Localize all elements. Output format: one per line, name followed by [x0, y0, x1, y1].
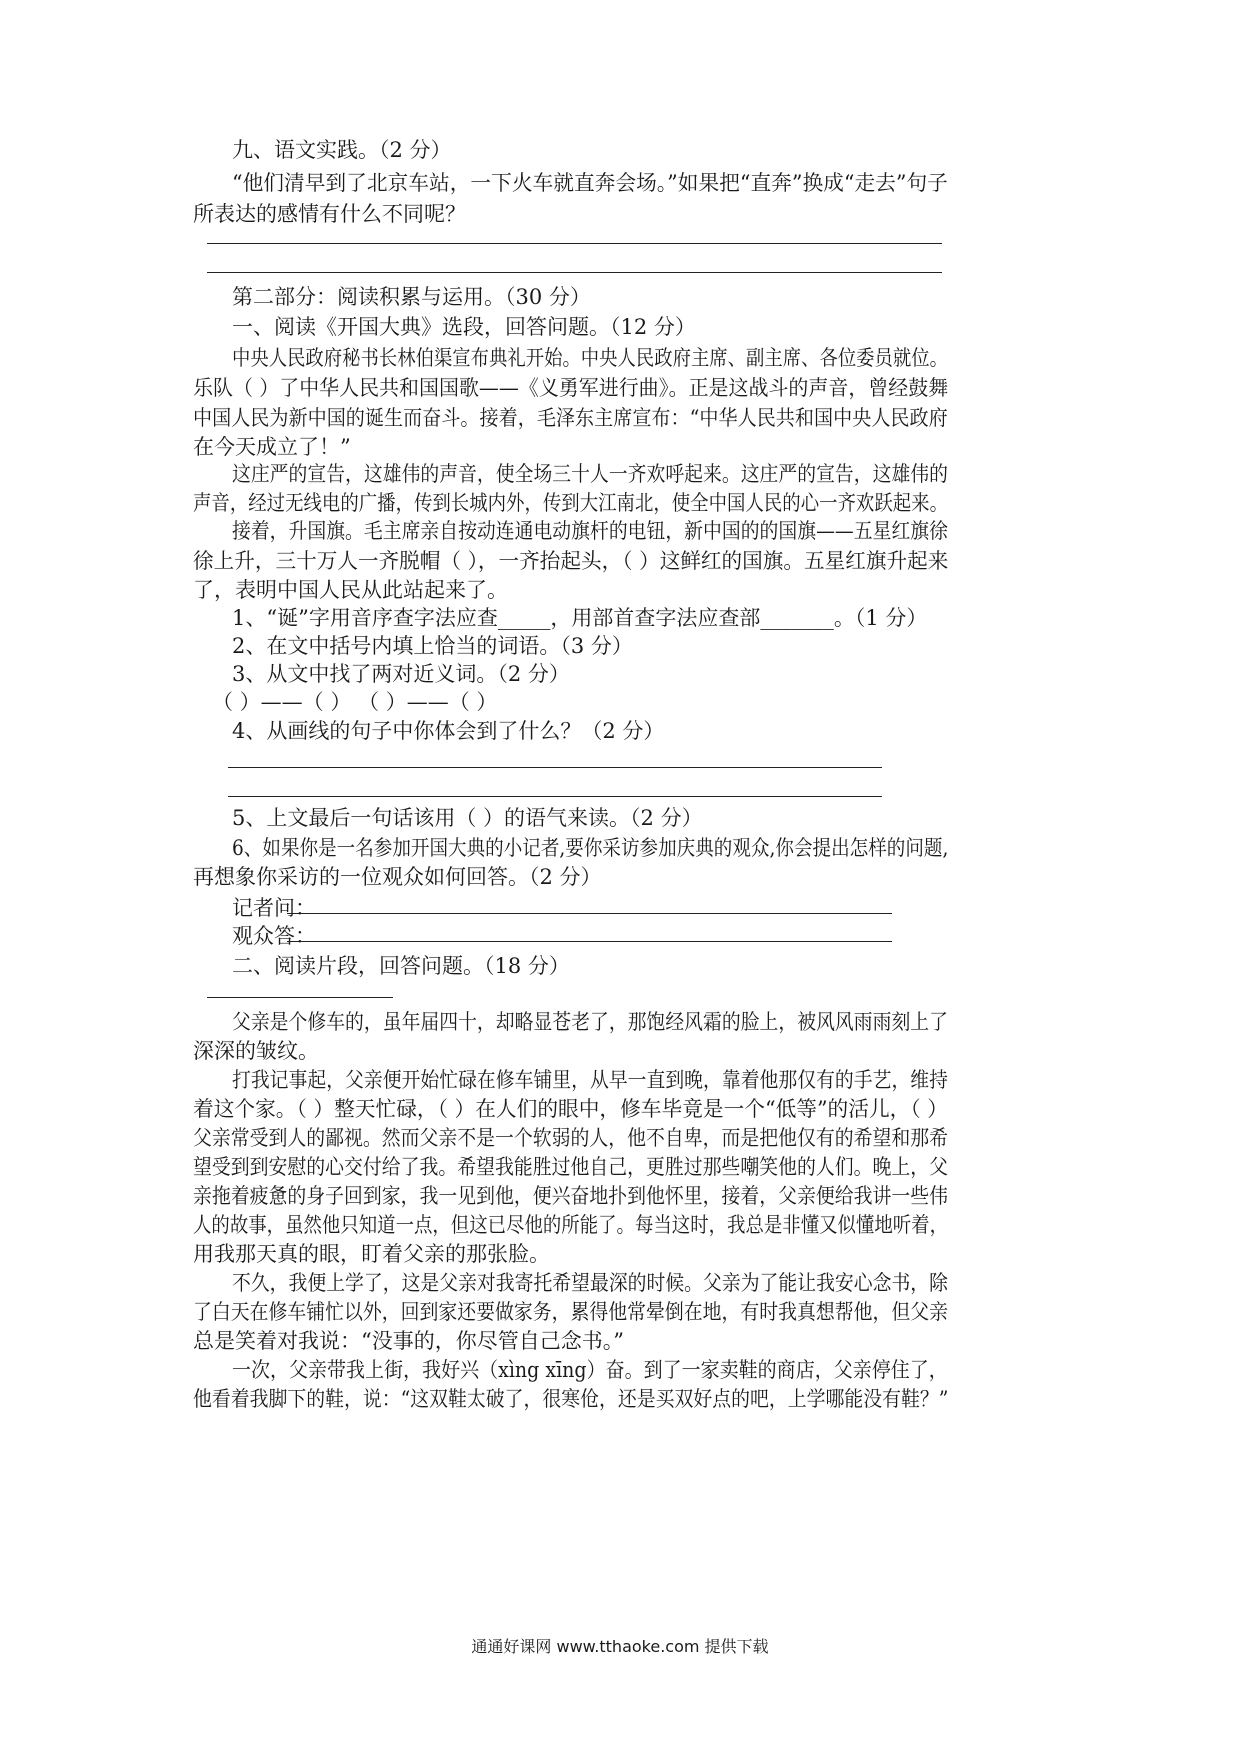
reading-2-text: 了白天在修车铺忙以外，回到家还要做家务，累得他常晕倒在地，有时我真想帮他，但父亲	[193, 1300, 948, 1324]
audience-answer-line[interactable]	[287, 941, 892, 942]
section-9-question: “他们清早到了北京车站，一下火车就直奔会场。”如果把“直奔”换成“走去”句子	[232, 171, 948, 195]
reading-2-text: 不久，我便上学了，这是父亲对我寄托希望最深的时候。父亲为了能让我安心念书，除	[232, 1271, 948, 1295]
reading-1-text: 了，表明中国人民从此站起来了。	[193, 578, 508, 602]
reading-2-text: 父亲是个修车的，虽年届四十，却略显苍老了，那饱经风霜的脸上，被风风雨雨刻上了	[232, 1010, 948, 1034]
reading-1-text: 中央人民政府秘书长林伯渠宣布典礼开始。中央人民政府主席、副主席、各位委员就位。	[232, 346, 948, 370]
answer-line[interactable]	[207, 243, 942, 244]
question-6: 6、如果你是一名参加开国大典的小记者,要你采访参加庆典的观众,你会提出怎样的问题,	[232, 836, 949, 860]
reading-2-text: 着这个家。（ ）整天忙碌，（ ）在人们的眼中，修车毕竟是一个“低等”的活儿，（ ）	[193, 1097, 948, 1121]
reading-2-text: 深深的皱纹。	[193, 1039, 319, 1063]
reading-1-text: 这庄严的宣告，这雄伟的声音，使全场三十人一齐欢呼起来。这庄严的宣告，这雄伟的	[232, 462, 948, 486]
reading-1-text: 接着，升国旗。毛主席亲自按动连通电动旗杆的电钮，新中国的的国旗——五星红旗徐	[232, 519, 948, 543]
question-1: 1、“诞”字用音序查字法应查_____，用部首查字法应查部_______。（1 分）	[232, 606, 928, 630]
reading-1-title: 一、阅读《开国大典》选段，回答问题。（12 分）	[232, 315, 696, 339]
part-2-title: 第二部分：阅读积累与运用。（30 分）	[232, 285, 591, 309]
reading-1-text: 中国人民为新中国的诞生而奋斗。接着，毛泽东主席宣布：“中华人民共和国中央人民政府	[193, 406, 948, 430]
title-blank-line[interactable]	[207, 997, 393, 998]
reading-2-text: 望受到到安慰的心交付给了我。希望我能胜过他自己，更胜过那些嘲笑他的人们。晚上，父	[193, 1155, 948, 1179]
reading-2-text: 一次，父亲带我上街，我好兴（xìng xīng）奋。到了一家卖鞋的商店，父亲停住了，	[232, 1358, 948, 1382]
answer-line[interactable]	[207, 272, 942, 273]
reading-2-title: 二、阅读片段，回答问题。（18 分）	[232, 954, 570, 978]
reporter-answer-line[interactable]	[287, 913, 892, 914]
reading-2-text: 父亲常受到人的鄙视。然而父亲不是一个软弱的人，他不自卑，而是把他仅有的希望和那希	[193, 1126, 948, 1150]
reading-1-text: 乐队（ ）了中华人民共和国国歌——《义勇军进行曲》。正是这战斗的声音，曾经鼓舞	[193, 376, 949, 400]
reading-1-text: 声音，经过无线电的广播，传到长城内外，传到大江南北，使全中国人民的心一齐欢跃起来。	[193, 491, 949, 515]
reading-1-text: 徐上升，三十万人一齐脱帽（ ），一齐抬起头，（ ）这鲜红的国旗。五星红旗升起来	[193, 549, 949, 573]
section-9-title: 九、语文实践。（2 分）	[232, 138, 452, 162]
audience-label: 观众答：	[232, 924, 316, 948]
question-3: 3、从文中找了两对近义词。（2 分）	[232, 662, 570, 686]
answer-line[interactable]	[228, 796, 882, 797]
question-6-cont: 再想象你采访的一位观众如何回答。（2 分）	[193, 865, 602, 889]
page-footer: 通通好课网 www.tthaoke.com 提供下载	[471, 1637, 769, 1656]
reading-2-text: 人的故事，虽然他只知道一点，但这已尽他的所能了。每当这时，我总是非懂又似懂地听着，	[193, 1213, 949, 1237]
section-9-question-cont: 所表达的感情有什么不同呢？	[193, 202, 466, 226]
reading-2-text: 他看着我脚下的鞋，说：“这双鞋太破了，很寒伧，还是买双好点的吧，上学哪能没有鞋？”	[193, 1387, 949, 1411]
question-5: 5、上文最后一句话该用（ ）的语气来读。（2 分）	[232, 806, 703, 830]
reading-2-text: 总是笑着对我说：“没事的，你尽管自己念书。”	[193, 1329, 624, 1353]
reporter-label: 记者问：	[232, 896, 316, 920]
answer-line[interactable]	[228, 767, 882, 768]
reading-2-text: 亲拖着疲惫的身子回到家，我一见到他，便兴奋地扑到他怀里，接着，父亲便给我讲一些伟	[193, 1184, 948, 1208]
reading-2-text: 打我记事起，父亲便开始忙碌在修车铺里，从早一直到晚，靠着他那仅有的手艺，维持	[232, 1068, 948, 1092]
reading-2-text: 用我那天真的眼，盯着父亲的那张脸。	[193, 1242, 550, 1266]
question-4: 4、从画线的句子中你体会到了什么？（2 分）	[232, 719, 665, 743]
question-2: 2、在文中括号内填上恰当的词语。（3 分）	[232, 634, 633, 658]
question-3-blanks[interactable]: （ ）——（ ） （ ）——（ ）	[212, 690, 498, 714]
reading-1-text: 在今天成立了！”	[193, 435, 351, 459]
